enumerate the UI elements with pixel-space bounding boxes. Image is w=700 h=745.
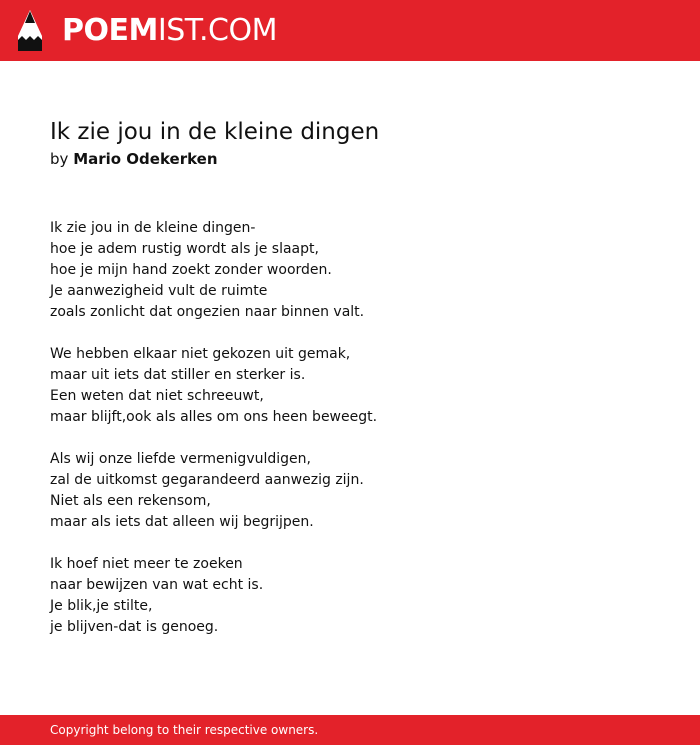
- poem-line: Je blik,je stilte,: [50, 598, 153, 614]
- poem-body: [50, 218, 377, 659]
- stanza: [50, 554, 377, 638]
- poem-line: maar blijft,ook als alles om ons heen beweegt.: [50, 409, 378, 425]
- logo-bold-text: POEM: [62, 13, 158, 48]
- logo-light-text: IST.COM: [157, 13, 277, 48]
- site-logo[interactable]: [62, 10, 277, 52]
- poem-line: maar uit iets dat stiller en sterker is.: [50, 367, 306, 383]
- stanza: [50, 449, 377, 533]
- poem-line: Als wij onze liefde vermenigvuldigen,: [50, 451, 311, 467]
- stanza: [50, 344, 377, 428]
- stanza: [50, 218, 377, 323]
- poem-line: We hebben elkaar niet gekozen uit gemak,: [50, 346, 351, 362]
- poem-line: Niet als een rekensom,: [50, 493, 211, 509]
- copyright-text: Copyright belong to their respective owners.: [50, 723, 319, 737]
- poem-line: Je aanwezigheid vult de ruimte: [50, 283, 268, 299]
- poem-line: zal de uitkomst gegarandeerd aanwezig zijn.: [50, 472, 364, 488]
- poem-line: Ik zie jou in de kleine dingen-: [50, 220, 256, 236]
- pencil-icon[interactable]: [18, 10, 42, 51]
- poem-line: Ik hoef niet meer te zoeken: [50, 556, 243, 572]
- site-footer: [0, 715, 700, 745]
- poem-line: je blijven-dat is genoeg.: [50, 619, 219, 635]
- poem-line: naar bewijzen van wat echt is.: [50, 577, 264, 593]
- poem-title: Ik zie jou in de kleine dingen: [50, 119, 380, 145]
- poem-line: hoe je mijn hand zoekt zonder woorden.: [50, 262, 332, 278]
- site-header: [0, 0, 700, 61]
- byline: [50, 149, 218, 169]
- author-name: Mario Odekerken: [73, 150, 218, 168]
- poem-line: hoe je adem rustig wordt als je slaapt,: [50, 241, 319, 257]
- by-label: by: [50, 150, 69, 168]
- poem-line: maar als iets dat alleen wij begrijpen.: [50, 514, 314, 530]
- poem-line: zoals zonlicht dat ongezien naar binnen valt.: [50, 304, 365, 320]
- poem-line: Een weten dat niet schreeuwt,: [50, 388, 264, 404]
